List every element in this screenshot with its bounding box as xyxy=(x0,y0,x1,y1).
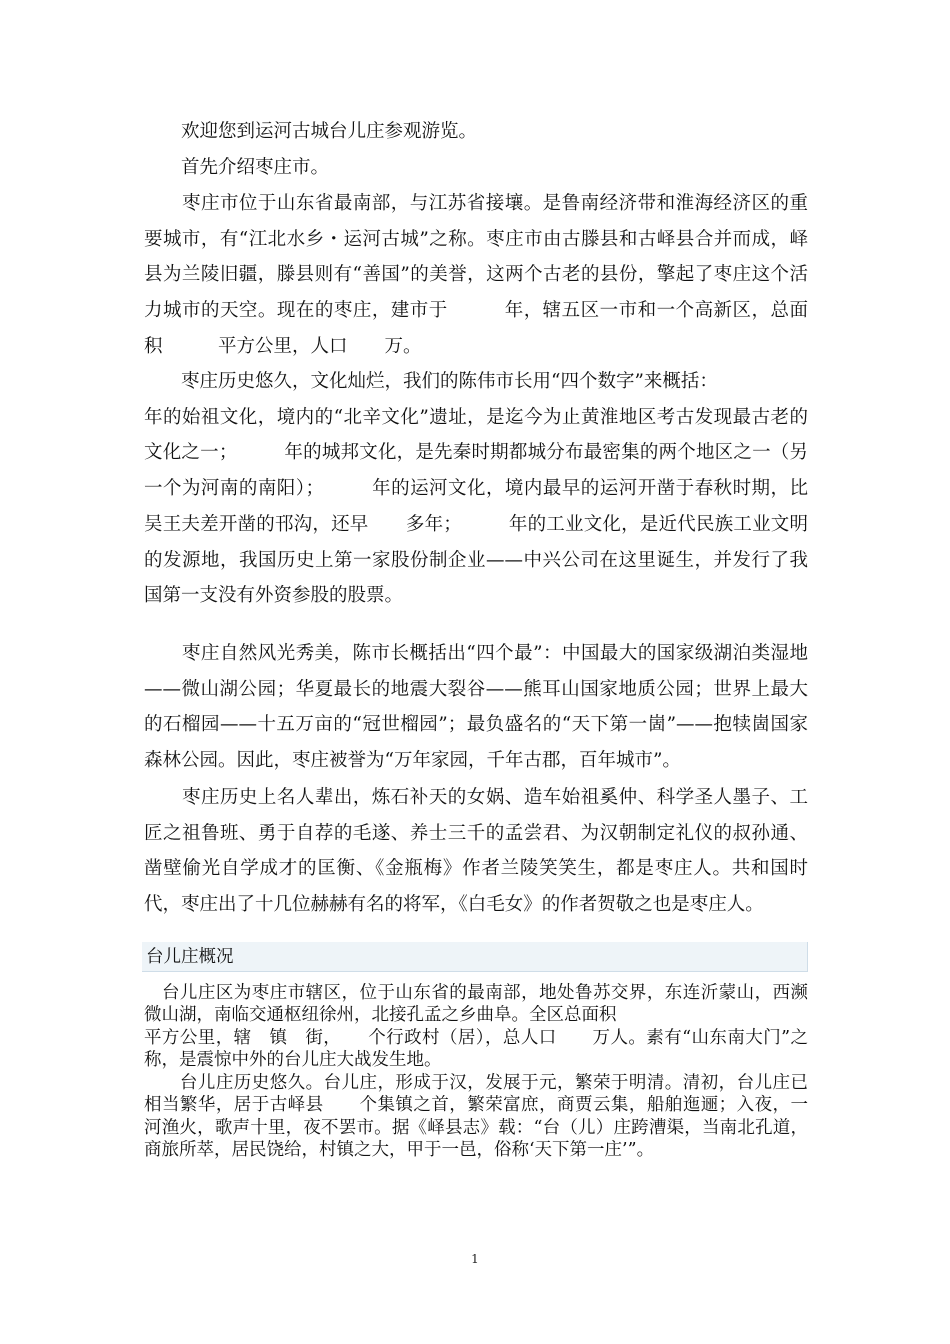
section-header-bar xyxy=(142,942,808,972)
paragraph-welcome: 欢迎您到运河古城台儿庄参观游览。 xyxy=(144,121,478,142)
paragraph-zaozhuang-scenery: 枣庄自然风光秀美，陈市长概括出“四个最”：中国最大的国家级湖泊类湿地——微山湖公园；华夏最长的地震大裂谷——熊耳山国家地质公园；世界上最大的石榴园——十五万亩的“冠世榴园”；最负盛名的“天下第一崮”——抱犊崮国家森林公园。因此，枣庄被誉为“万年家园，千年古郡，百年城市”。 xyxy=(144,643,808,772)
paragraph-intro-zaozhuang: 首先介绍枣庄市。 xyxy=(144,157,330,178)
paragraph-zaozhuang-history: 枣庄历史悠久，文化灿烂，我们的陈伟市长用“四个数字”来概括： 年的始祖文化，境内的“北辛文化”遗址，是迄今为止黄淮地区考古发现最古老的文化之一； 年的城邦文化，是先秦时期都城分布最密集的两个地区之一（另一个为河南的南阳）； 年的运河文化，境内最早的运河开凿于春秋时期，比吴王夫差开凿的邗沟，还早 多年； 年的工业文化，是近代民族工业文明的发源地，我国历史上第一家股份制企业——中兴公司在这里诞生，并发行了我国第一支没有外资参股的股票。 xyxy=(144,371,808,607)
paragraph-taierzhuang-overview: 台儿庄区为枣庄市辖区，位于山东省的最南部，地处鲁苏交界，东连沂蒙山，西濒微山湖，南临交通枢纽徐州，北接孔孟之乡曲阜。全区总面积 平方公里，辖 镇 街， 个行政村（居），总人口 万人。素有“山东南大门”之称，是震惊中外的台儿庄大战发生地。 xyxy=(144,983,808,1071)
page-number: 1 xyxy=(471,1252,479,1266)
paragraph-zaozhuang-figures: 枣庄历史上名人辈出，炼石补天的女娲、造车始祖奚仲、科学圣人墨子、工匠之祖鲁班、勇于自荐的毛遂、养士三千的孟尝君、为汉朝制定礼仪的叔孙通、凿壁偷光自学成才的匡衡、《金瓶梅》作者兰陵笑笑生，都是枣庄人。共和国时代，枣庄出了十几位赫赫有名的将军，《白毛女》的作者贺敬之也是枣庄人。 xyxy=(144,787,808,916)
paragraph-zaozhuang-location: 枣庄市位于山东省最南部，与江苏省接壤。是鲁南经济带和淮海经济区的重要城市，有“江北水乡・运河古城”之称。枣庄市由古滕县和古峄县合并而成，峄县为兰陵旧疆，滕县则有“善国”的美誉，这两个古老的县份，擎起了枣庄这个活力城市的天空。现在的枣庄，建市于 年，辖五区一市和一个高新区，总面积 平方公里，人口 万。 xyxy=(144,193,808,357)
section-title: 台儿庄概况 xyxy=(146,947,234,967)
paragraph-taierzhuang-history: 台儿庄历史悠久。台儿庄，形成于汉，发展于元，繁荣于明清。清初，台儿庄已相当繁华，居于古峄县 个集镇之首，繁荣富庶，商贾云集，船舶迤逦；入夜，一河渔火，歌声十里，夜不罢市。据《峄县志》载：“台（儿）庄跨漕渠，当南北孔道，商旅所萃，居民饶给，村镇之大，甲于一邑，俗称‘天下第一庄’”。 xyxy=(144,1073,808,1161)
